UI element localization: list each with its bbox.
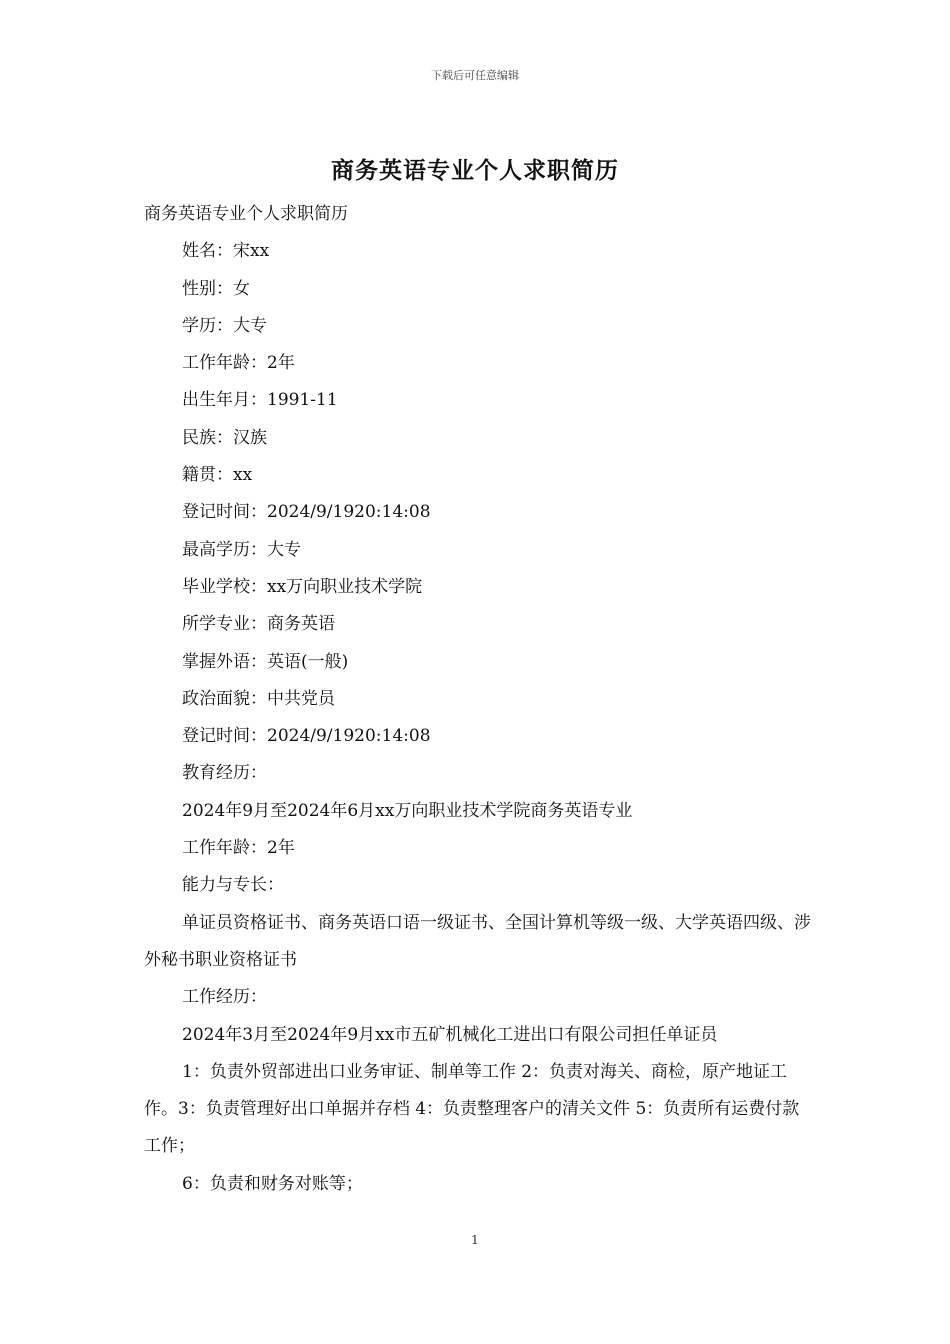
field-register-time-2: 登记时间：2024/9/1920:14:08 xyxy=(182,726,431,747)
field-work-years: 工作年龄：2年 xyxy=(182,353,295,374)
resume-subtitle: 商务英语专业个人求职简历 xyxy=(144,204,348,224)
field-highest-education: 最高学历：大专 xyxy=(182,539,301,560)
field-register-time: 登记时间：2024/9/1920:14:08 xyxy=(182,502,431,523)
header-note: 下载后可任意编辑 xyxy=(431,69,519,82)
duties-paragraph: 1：负责外贸部进出口业务审证、制单等工作 2：负责对海关、商检，原产地证工作。3：负责管理好出口单据并存档 4：负责整理客户的清关文件 5：负责所有运费付款工作； xyxy=(144,1061,800,1157)
field-foreign-language: 掌握外语：英语(一般) xyxy=(182,651,349,672)
field-education: 学历：大专 xyxy=(182,315,267,336)
skills-heading: 能力与专长： xyxy=(182,875,284,896)
skills-paragraph: 单证员资格证书、商务英语口语一级证书、全国计算机等级一级、大学英语四级、涉外秘书职业资格证书 xyxy=(144,912,811,970)
education-heading: 教育经历： xyxy=(182,763,267,784)
resume-body xyxy=(144,196,812,1203)
work-entry: 2024年3月至2024年9月xx市五矿机械化工进出口有限公司担任单证员 xyxy=(182,1024,718,1045)
work-heading: 工作经历： xyxy=(182,987,267,1008)
field-ethnicity: 民族：汉族 xyxy=(182,427,267,448)
field-work-years-2: 工作年龄：2年 xyxy=(182,838,295,859)
field-political-status: 政治面貌：中共党员 xyxy=(182,688,335,709)
field-school: 毕业学校：xx万向职业技术学院 xyxy=(182,576,423,597)
field-major: 所学专业：商务英语 xyxy=(182,614,335,635)
education-entry: 2024年9月至2024年6月xx万向职业技术学院商务英语专业 xyxy=(182,800,633,821)
field-hometown: 籍贯：xx xyxy=(182,465,253,486)
field-gender: 性别：女 xyxy=(182,278,250,299)
duty-6: 6：负责和财务对账等； xyxy=(182,1173,363,1194)
page-number: 1 xyxy=(471,1233,479,1247)
document-title: 商务英语专业个人求职简历 xyxy=(331,157,619,184)
field-birth-date: 出生年月：1991-11 xyxy=(182,390,338,411)
field-name: 姓名：宋xx xyxy=(182,241,270,262)
